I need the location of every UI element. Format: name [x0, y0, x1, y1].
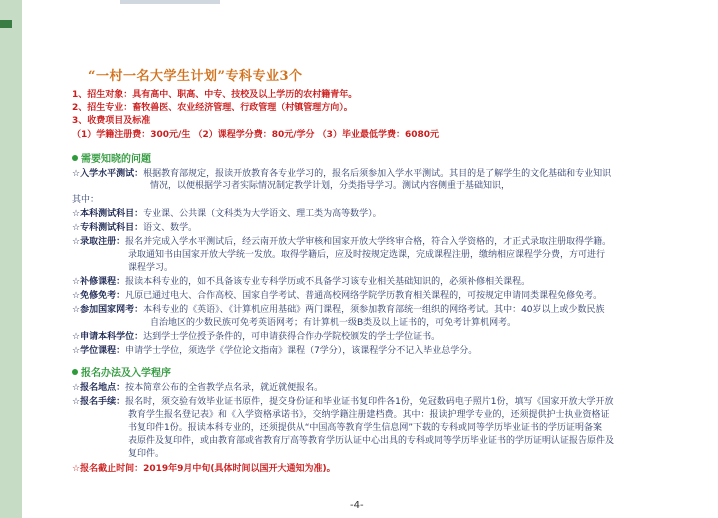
- item-text: 本科专业的《英语》、《计算机应用基础》两门课程，须参加教育部统一组织的网络考试。其中：40岁以上或少数民族: [143, 305, 605, 315]
- item-reg-procedure-cont3: 表原件及复印件，或由教育部或省教育厅高等教育学历认证中心出具的专科或同等学历毕业证书的学历证明认证报告原件及: [128, 436, 615, 446]
- item-admission-cont1: 录取通知书由国家开放大学统一发放。取得学籍后，应及时按规定选课，完成课程注册，缴纳相应课程学分费，方可进行: [128, 250, 606, 260]
- left-decorative-band: [0, 0, 22, 518]
- item-label: ☆报名手续：: [72, 397, 126, 407]
- item-net-exam-cont: 自治地区的少数民族可免考英语网考；有计算机一级B类及以上证书的，可免考计算机网考。: [150, 318, 517, 328]
- section-heading-questions: [72, 154, 151, 166]
- item-text: 专业课、公共课（文科类为大学语文、理工类为高等数学）。: [143, 209, 382, 219]
- intro-line-3: 3、收费项目及标准: [72, 116, 151, 126]
- section-heading-text: 报名办法及入学程序: [81, 368, 171, 379]
- item-entry-test: [72, 168, 611, 180]
- item-label: ☆专科测试科目：: [72, 223, 144, 233]
- item-net-exam: [72, 304, 605, 316]
- item-text: 报名时，须交验有效毕业证书原件，提交身份证和毕业证书复印件各1份，免冠数码电子照片1份，填写《国家开放大学开放: [125, 397, 614, 407]
- item-entry-test-cont2: 其中：: [72, 195, 100, 205]
- item-admission-cont2: 课程学习。: [128, 263, 174, 273]
- item-exempt: [72, 290, 602, 302]
- item-text: 根据教育部规定，报读开放教育各专业学习的，报名后须参加入学水平测试。其目的是了解学生的文化基础和专业知识: [143, 169, 612, 179]
- item-text: 申请学士学位，须选学《学位论文指南》课程（7学分），该课程学分不记入毕业总学分。: [125, 346, 478, 356]
- intro-line-1: 1、招生对象：具有高中、职高、中专、技校及以上学历的农村籍青年。: [72, 90, 358, 100]
- item-reg-procedure-cont2: 书复印件1份。报读本科专业的，还须提供从“中国高等教育学生信息网”下载的专科或同等学历毕业证书的学历证明备案: [128, 423, 603, 433]
- item-label: ☆学位课程：: [72, 346, 126, 356]
- registration-deadline: ☆报名截止时间：2019年9月中旬(具体时间以国开大通知为准)。: [72, 464, 336, 474]
- item-text: 达到学士学位授予条件的，可申请获得合作办学院校颁发的学士学位证书。: [143, 332, 441, 342]
- item-label: ☆补修课程：: [72, 277, 126, 287]
- item-admission: [72, 236, 611, 248]
- item-label: ☆报名地点：: [72, 383, 126, 393]
- section-heading-text: 需要知晓的问题: [81, 154, 151, 165]
- item-text: 语文、数学。: [143, 223, 198, 233]
- item-text: 凡原已通过电大、合作高校、国家自学考试、普通高校网络学院学历教育相关课程的，可按规定申请同类课程免修免考。: [125, 291, 603, 301]
- item-degree-apply: [72, 331, 440, 343]
- item-label: ☆参加国家网考：: [72, 305, 144, 315]
- item-label: ☆录取注册：: [72, 237, 126, 247]
- page-number: -4-: [350, 500, 364, 511]
- item-reg-location: [72, 382, 323, 394]
- item-reg-procedure-cont1: 教育学生报名登记表》和《入学资格承诺书》，交纳学籍注册建档费。其中：报读护理学专业的，还须提供护士执业资格证: [128, 410, 610, 420]
- top-decorative-mark: [120, 0, 220, 4]
- item-text: 报读本科专业的，如不具备该专业专科学历或不具备学习该专业相关基础知识的，必须补修相关课程。: [125, 277, 531, 287]
- item-text: 报名并完成入学水平测试后，经云南开放大学审核和国家开放大学终审合格，符合入学资格的，才正式录取注册取得学籍。: [125, 237, 612, 247]
- item-label: ☆本科测试科目：: [72, 209, 144, 219]
- item-label: ☆入学水平测试：: [72, 169, 144, 179]
- section-dot-icon: [72, 155, 78, 161]
- section-heading-registration: [72, 368, 171, 380]
- item-entry-test-cont1: 情况，以便根据学习者实际情况制定教学计划，分类指导学习。测试内容侧重于基础知识，: [150, 181, 511, 191]
- item-reg-procedure: [72, 396, 614, 408]
- item-label: ☆免修免考：: [72, 291, 126, 301]
- left-tab-marker: [0, 20, 12, 28]
- item-degree-course: [72, 345, 477, 357]
- fee-line: （1）学籍注册费：300元/生 （2）课程学分费：80元/学分 （3）毕业最低学费：6080元: [72, 130, 439, 140]
- item-college-test: [72, 222, 197, 234]
- intro-line-2: 2、招生专业：畜牧兽医、农业经济管理、行政管理（村镇管理方向）。: [72, 103, 353, 113]
- item-text: 按本简章公布的全省教学点名录，就近就便报名。: [125, 383, 324, 393]
- page-title: “一村一名大学生计划”专科专业3个: [88, 69, 303, 84]
- item-supplement: [72, 276, 530, 288]
- section-dot-icon: [72, 369, 78, 375]
- item-reg-procedure-cont4: 复印件。: [128, 449, 165, 459]
- item-undergrad-test: [72, 208, 382, 220]
- item-label: ☆申请本科学位：: [72, 332, 144, 342]
